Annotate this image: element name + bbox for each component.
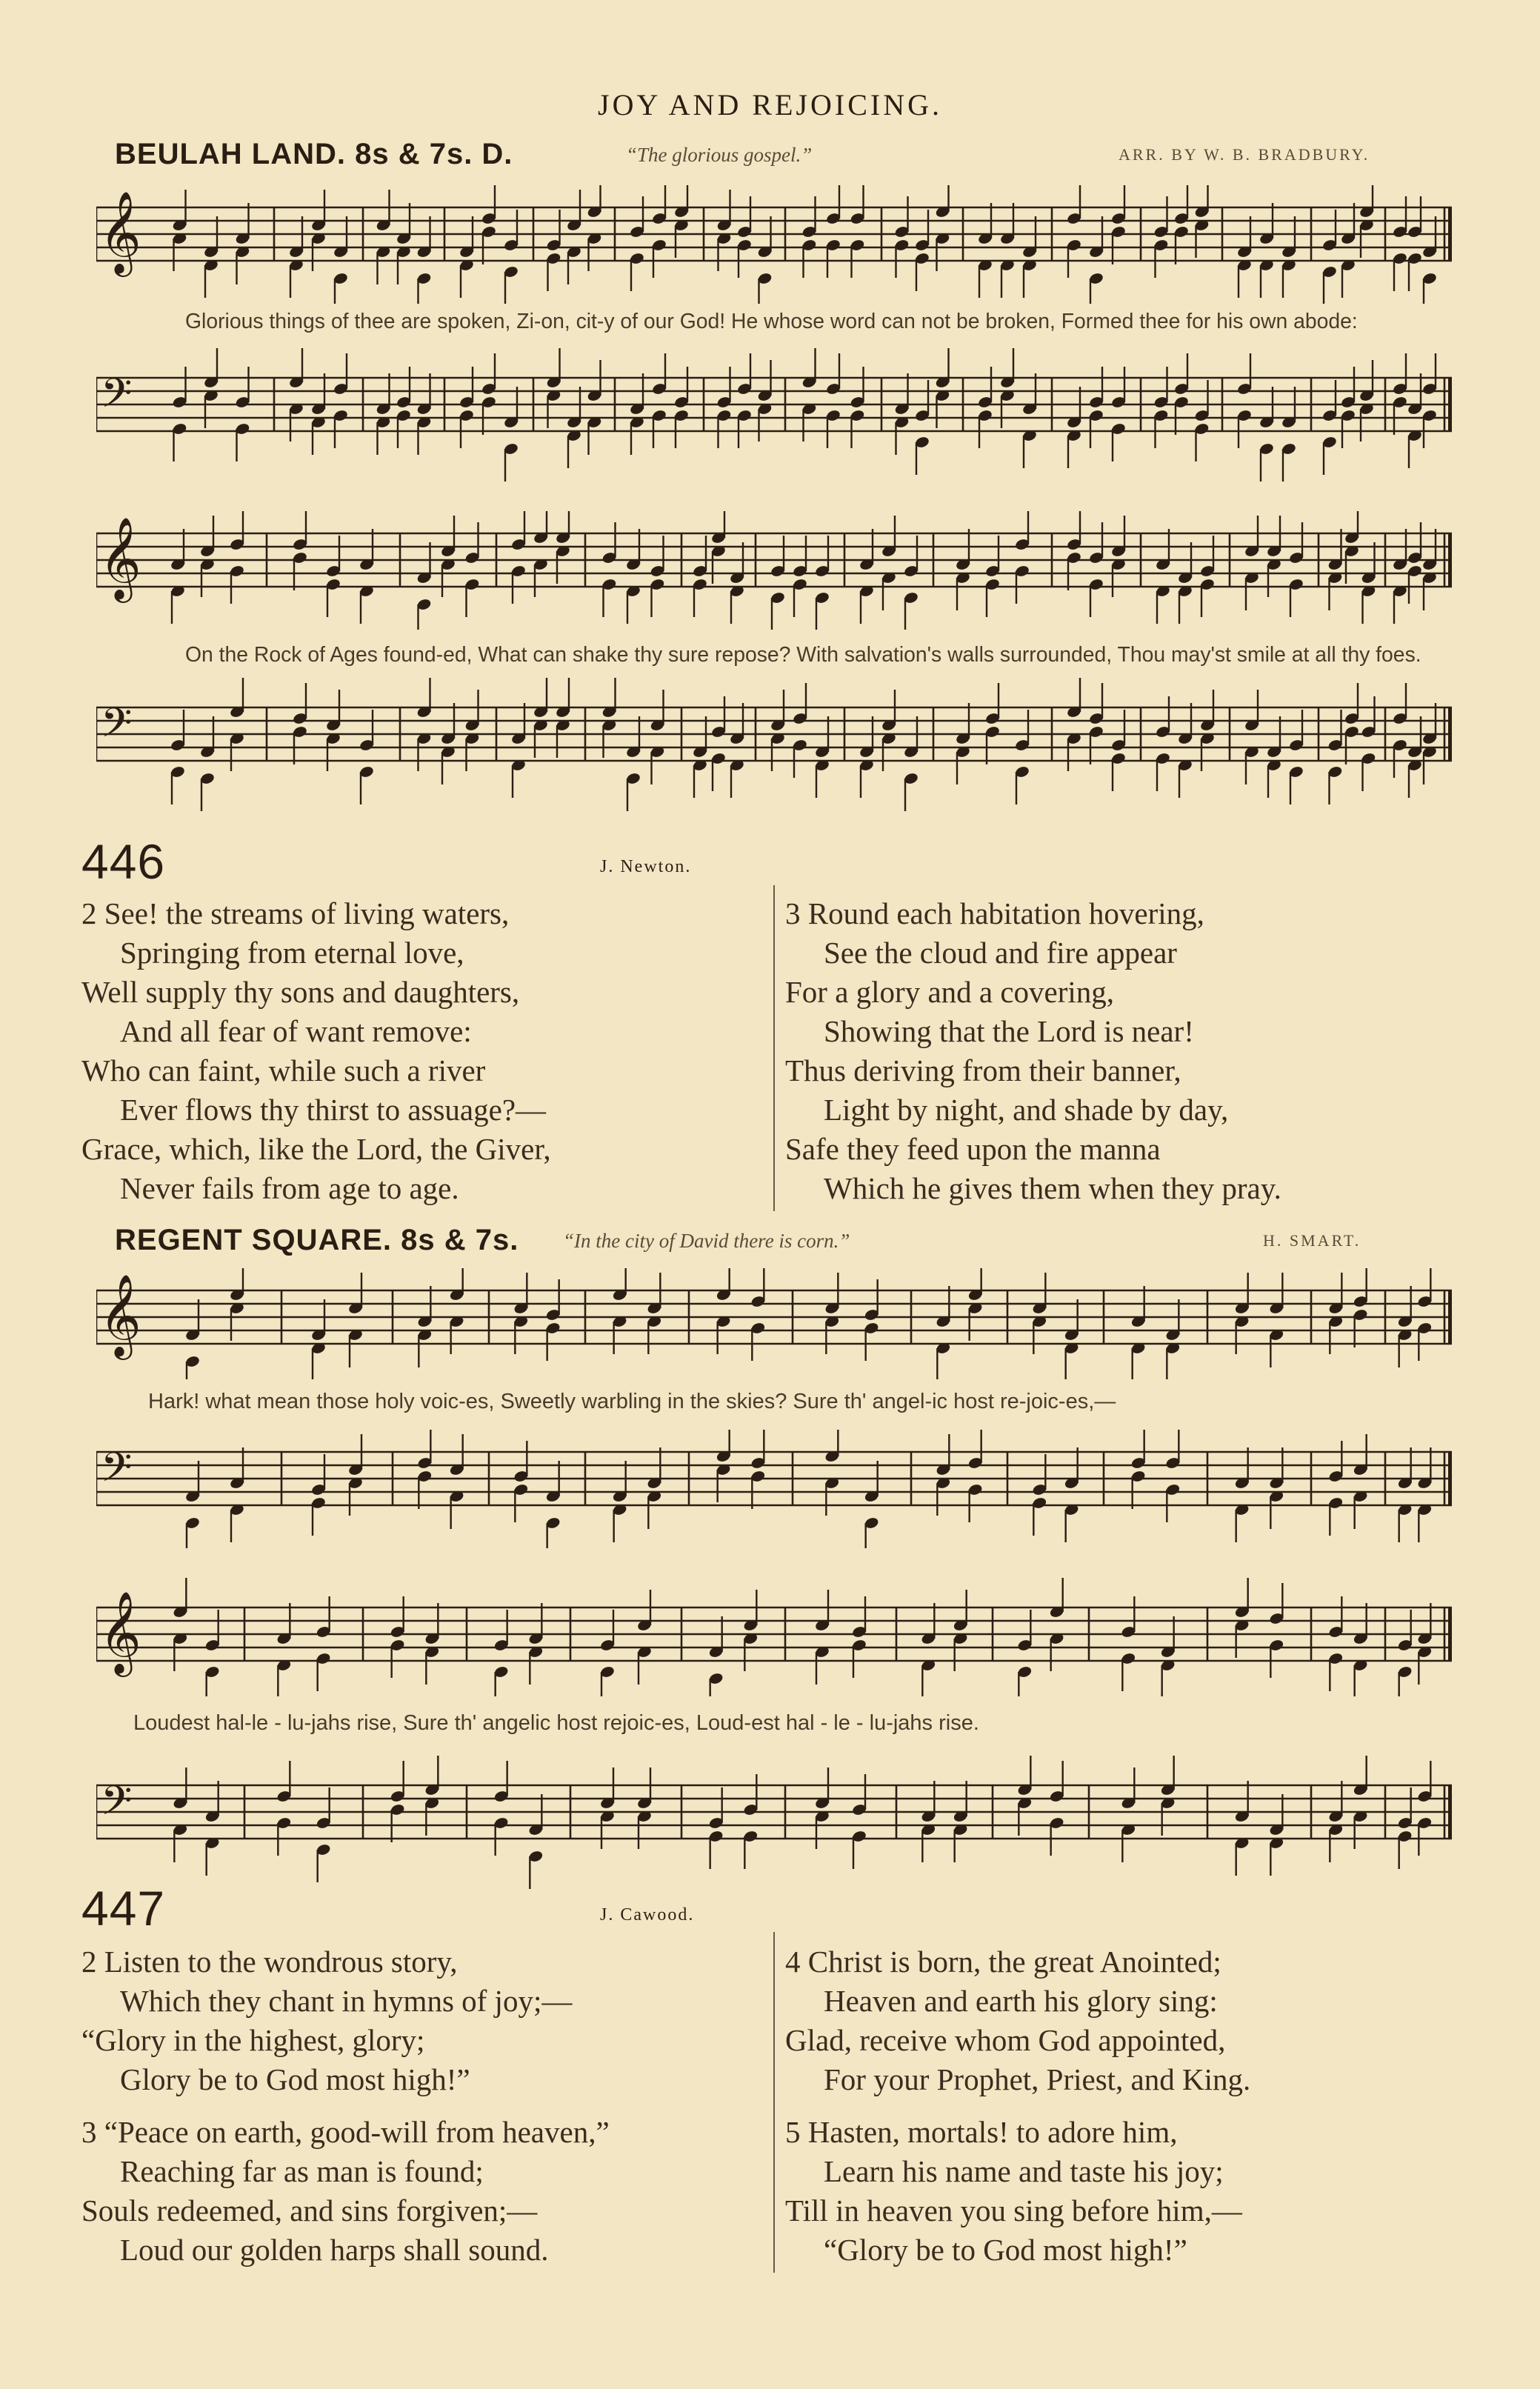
stanza-line: 5 Hasten, mortals! to adore him, (785, 2115, 1178, 2149)
final-barline (1448, 1452, 1452, 1505)
stanza-line: Light by night, and shade by day, (824, 1093, 1229, 1127)
treble-clef-icon: 𝄞 (99, 516, 141, 599)
tune-credit: H. SMART. (1263, 1231, 1361, 1250)
stanza (81, 2113, 793, 2270)
stanza-line: “Glory in the highest, glory; (81, 2023, 425, 2057)
stanza (81, 1942, 793, 2099)
final-barline (1448, 207, 1452, 261)
stanza-column-right (785, 894, 1496, 1208)
staff-bass-system-2 (96, 678, 1474, 841)
hymn-number: 447 (81, 1881, 166, 1936)
tune-motto: “The glorious gospel.” (626, 144, 813, 166)
stanza-line: And all fear of want remove: (120, 1014, 472, 1048)
staff-bass-system-3 (96, 1430, 1474, 1548)
stanza (785, 1942, 1496, 2099)
stanza-line: “Glory be to God most high!” (824, 2233, 1187, 2267)
stanza-line: 3 Round each habitation hovering, (785, 896, 1204, 930)
stanza-column-left (81, 1942, 793, 2270)
running-head: JOY AND REJOICING. (598, 88, 942, 121)
final-barline (1448, 707, 1452, 761)
tune-name: BEULAH LAND. 8s & 7s. D. (115, 138, 513, 170)
bass-clef-icon: 𝄢 (101, 1444, 133, 1501)
stanza-line: 3 “Peace on earth, good-will from heaven,” (81, 2115, 610, 2149)
staff-treble-system-4 (96, 1578, 1474, 1696)
lyrics-underlay: Glorious things of thee are spoken, Zi-on, cit-y of our God! He whose word can not be broken, Formed thee for his own abode: (185, 310, 1358, 333)
final-barline (1448, 378, 1452, 431)
stanza-line: Which he gives them when they pray. (824, 1171, 1281, 1205)
tune-header-beulah-land (115, 138, 1448, 182)
stanza-line: Grace, which, like the Lord, the Giver, (81, 1132, 551, 1166)
stanza (785, 894, 1496, 1208)
staff-treble-system-1 (96, 185, 1474, 304)
hymn-author: J. Newton. (600, 857, 692, 876)
tune-name: REGENT SQUARE. 8s & 7s. (115, 1224, 519, 1256)
bass-clef-icon: 𝄢 (101, 699, 133, 756)
stanza-line: Never fails from age to age. (120, 1171, 459, 1205)
stanza (785, 2113, 1496, 2270)
stanza-column-right (785, 1942, 1496, 2270)
staff-treble-system-3 (96, 1268, 1474, 1379)
stanza-line: Springing from eternal love, (120, 936, 464, 970)
stanza-line: Showing that the Lord is near! (824, 1014, 1194, 1048)
stanza-column-left (81, 894, 793, 1208)
staff-bass-system-1 (96, 348, 1474, 496)
stanza-line: For a glory and a covering, (785, 975, 1115, 1009)
stanza-line: Loud our golden harps shall sound. (120, 2233, 549, 2267)
treble-clef-icon: 𝄞 (99, 1273, 141, 1356)
final-barline (1448, 1785, 1452, 1839)
stanza-line: Souls redeemed, and sins forgiven;— (81, 2193, 538, 2228)
stanza-line: Who can faint, while such a river (81, 1053, 486, 1087)
lyrics-underlay: Loudest hal-le - lu-jahs rise, Sure th' angelic host rejoic-es, Loud-est hal - le - lu-jahs rise. (133, 1711, 979, 1735)
staff-lines (96, 1607, 1452, 1661)
tune-header-regent-square (115, 1224, 1448, 1268)
stanza-line: Glory be to God most high!” (120, 2062, 470, 2096)
stanza-line: For your Prophet, Priest, and King. (824, 2062, 1251, 2096)
stanza (81, 894, 793, 1208)
stanza-line: Safe they feed upon the manna (785, 1132, 1161, 1166)
stanza-line: Which they chant in hymns of joy;— (120, 1984, 573, 2018)
final-barline (1448, 1607, 1452, 1661)
stanza-line: Glad, receive whom God appointed, (785, 2023, 1226, 2057)
stanza-line: 2 See! the streams of living waters, (81, 896, 510, 930)
lyrics-underlay: Hark! what mean those holy voic-es, Sweetly warbling in the skies? Sure th' angel-ic host re-joic-es,— (148, 1390, 1116, 1413)
stanza-line: 4 Christ is born, the great Anointed; (785, 1945, 1221, 1979)
hymn-author: J. Cawood. (600, 1905, 695, 1925)
lyrics-underlay: On the Rock of Ages found-ed, What can shake thy sure repose? With salvation's walls surrounded, Thou may'st smile at all thy foes. (185, 643, 1421, 667)
hymn-number: 446 (81, 834, 166, 889)
staff-bass-system-4 (96, 1756, 1474, 1889)
stanza-line: Heaven and earth his glory sing: (824, 1984, 1218, 2018)
stanza-line: Thus deriving from their banner, (785, 1053, 1181, 1087)
treble-clef-icon: 𝄞 (99, 1590, 141, 1673)
stanza-line: See the cloud and fire appear (824, 936, 1177, 970)
treble-clef-icon: 𝄞 (99, 190, 141, 273)
tune-credit: ARR. BY W. B. BRADBURY. (1119, 145, 1370, 164)
stanza-line: Learn his name and taste his joy; (824, 2154, 1224, 2188)
stanza-line: Well supply thy sons and daughters, (81, 975, 520, 1009)
stanza-line: Reaching far as man is found; (120, 2154, 484, 2188)
final-barline (1448, 533, 1452, 587)
stanza-line: 2 Listen to the wondrous story, (81, 1945, 458, 1979)
tune-motto: “In the city of David there is corn.” (563, 1230, 850, 1252)
bass-clef-icon: 𝄢 (101, 370, 133, 427)
stanza-line: Ever flows thy thirst to assuage?— (120, 1093, 547, 1127)
stanza-line: Till in heaven you sing before him,— (785, 2193, 1242, 2228)
staff-treble-system-2 (96, 511, 1474, 630)
final-barline (1448, 1290, 1452, 1344)
bass-clef-icon: 𝄢 (101, 1777, 133, 1834)
